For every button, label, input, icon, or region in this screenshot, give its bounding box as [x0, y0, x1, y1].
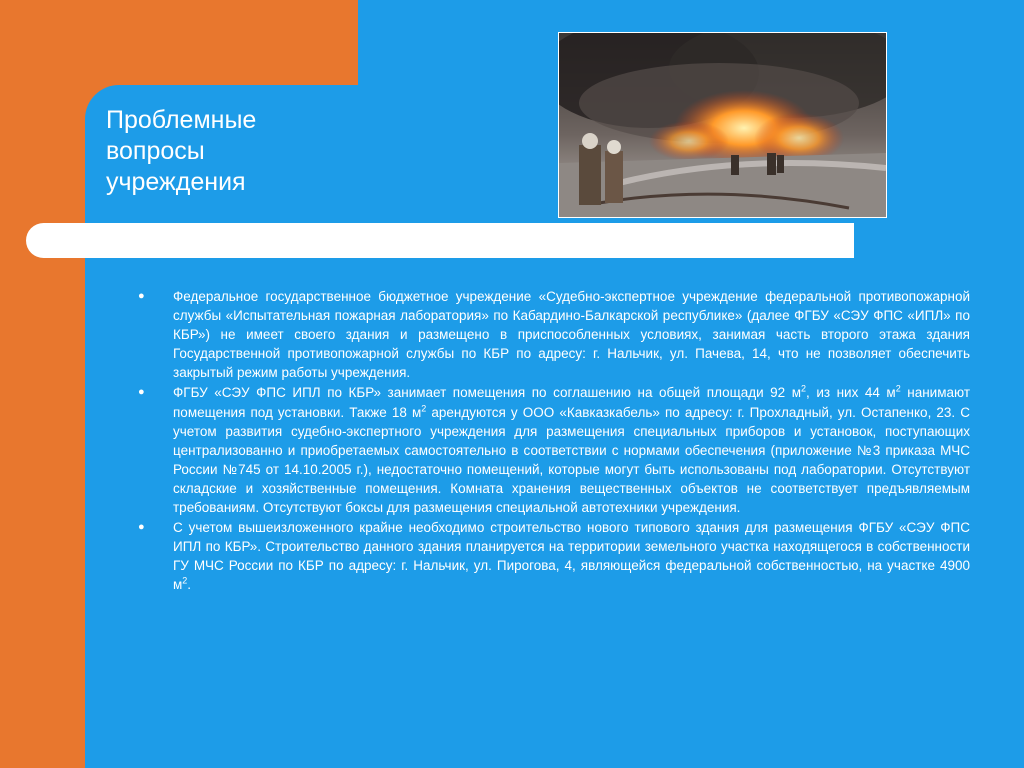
content-list	[130, 287, 970, 595]
list-item	[130, 287, 970, 382]
bullet-icon: ●	[138, 386, 145, 399]
list-item-text: С учетом вышеизложенного крайне необходимо строительство нового типового здания для размещения ФГБУ «СЭУ ФПС ИПЛ по КБР». Строительство данного здания планируется на территории земельного участка находящегося в собственности ГУ МЧС России по КБР по адресу: г. Нальчик, ул. Пирогова, 4, являющейся федеральной собственностью, на участке 4900 $м^2$.	[173, 520, 970, 593]
bullet-icon: ●	[138, 521, 145, 534]
list-item-text: ФГБУ «СЭУ ФПС ИПЛ по КБР» занимает помещения по соглашению на общей площади 92 $м^2$, из них 44 $м^2$ нанимают помещения под установки. Также 18 $м^2$ арендуются у ООО «Кавказкабель» по адресу: г. Прохладный, ул. Остапенко, 23. С учетом развития судебно-экспертного учреждения для размещения специальных приборов и установок, поступающих централизованно и приобретаемых самостоятельно в соответствии с нормами обеспечения (приложение №3 приказа МЧС России №745 от 14.10.2005 г.), недостаточно помещений, которые могут быть использованы под лаборатории. Отсутствуют складские и хозяйственные помещения. Комната хранения вещественных объектов не соответствует предъявляемым требованиям. Отсутствуют боксы для размещения специальной автотехники учреждения.	[173, 383, 970, 516]
bullet-icon: ●	[138, 290, 145, 302]
white-divider-bar	[26, 223, 854, 258]
fire-fighters-photo-icon	[559, 33, 886, 217]
slide-title: Проблемные вопросы учреждения	[106, 106, 257, 196]
fire-photo	[558, 32, 887, 218]
list-item-text: Федеральное государственное бюджетное учреждение «Судебно-экспертное учреждение федеральной противопожарной службы «Испытательная пожарная лаборатория» по Кабардино-Балкарской республике» (далее ФГБУ «СЭУ ФПС «ИПЛ» по КБР») не имеет своего здания и размещено в приспособленных условиях, занимая часть второго этажа здания Государственной противопожарной службы по КБР по адресу: г. Нальчик, ул. Пачева, 14, что не позволяет обеспечить закрытый режим работы учреждения.	[173, 289, 970, 381]
list-item	[130, 518, 970, 594]
list-item	[130, 383, 970, 517]
